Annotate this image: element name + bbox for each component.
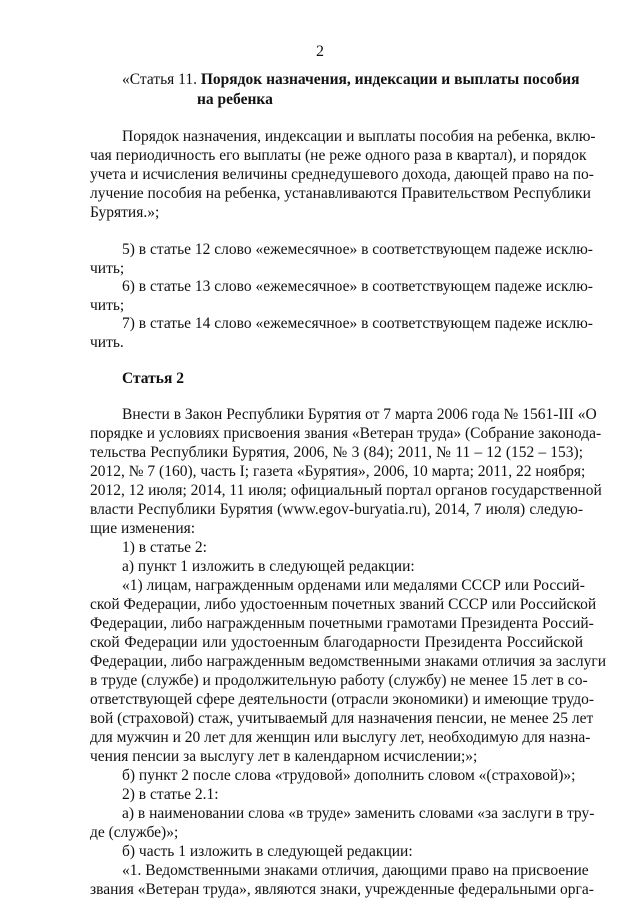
article2-line: а) пункт 1 изложить в следующей редакции:	[122, 558, 415, 575]
item-7-line1: 7) в статье 14 слово «ежемесячное» в соответствующем падеже исклю-	[122, 315, 593, 332]
article2-line: для мужчин и 20 лет для женщин или выслугу лет, необходимую для назна-	[90, 729, 591, 746]
article11-title-line2: на ребенка	[197, 91, 273, 108]
article2-line: ской Федерации, либо удостоенным почетных званий СССР или Российской	[90, 596, 597, 613]
article2-line: звания «Ветеран труда», являются знаки, учрежденные федеральными орга-	[90, 881, 594, 898]
article2-line: Федерации, либо награжденным почетными грамотами Президента Россий-	[90, 615, 594, 632]
article2-line: 2012, № 7 (160), часть I; газета «Бурятия», 2006, 10 марта; 2011, 22 ноября;	[90, 463, 586, 480]
article2-line: б) пункт 2 после слова «трудовой» дополнить словом «(страховой)»;	[122, 767, 576, 784]
article11-title-prefix: «Статья 11.	[122, 71, 201, 88]
article11-body-line: чая периодичность его выплаты (не реже одного раза в квартал), и порядок	[90, 147, 587, 164]
item-5-line1: 5) в статье 12 слово «ежемесячное» в соответствующем падеже исклю-	[122, 241, 593, 258]
item-6-line1: 6) в статье 13 слово «ежемесячное» в соответствующем падеже исклю-	[122, 278, 593, 295]
article11-body-line: лучение пособия на ребенка, устанавливаются Правительством Республики	[90, 185, 591, 202]
article2-line: «1) лицам, награжденным орденами или медалями СССР или Россий-	[122, 577, 585, 594]
article2-line: ответствующей сфере деятельности (отрасли экономики) и имеющие трудо-	[90, 691, 594, 708]
article2-line: Внести в Закон Республики Бурятия от 7 марта 2006 года № 1561-III «О	[122, 406, 597, 423]
item-5-line2: чить;	[90, 260, 125, 277]
article2-line: а) в наименовании слова «в труде» заменить словами «за заслуги в тру-	[122, 805, 595, 822]
article2-line: 2) в статье 2.1:	[122, 786, 219, 803]
article2-line: тельства Республики Бурятия, 2006, № 3 (84); 2011, № 11 – 12 (152 – 153);	[90, 444, 583, 461]
article2-line: ской Федерации или удостоенным благодарности Президента Российской	[90, 634, 583, 651]
page-number: 2	[316, 43, 324, 60]
article2-heading: Статья 2	[122, 370, 184, 387]
article2-line: 1) в статье 2:	[122, 539, 207, 556]
article2-line: порядке и условиях присвоения звания «Ветеран труда» (Собрание законода-	[90, 425, 602, 442]
article2-line: власти Республики Бурятия (www.egov-buryatia.ru), 2014, 7 июля) следую-	[90, 501, 583, 518]
article2-line: «1. Ведомственными знаками отличия, дающими право на присвоение	[122, 862, 589, 879]
item-7-line2: чить.	[90, 334, 124, 351]
article11-title: Порядок назначения, индексации и выплаты пособия	[200, 71, 580, 88]
article2-line: в труде (службе) и продолжительную работу (службу) не менее 15 лет в со-	[90, 672, 588, 689]
article11-body-line: Порядок назначения, индексации и выплаты пособия на ребенка, вклю-	[122, 128, 596, 145]
article11-body-line: Бурятия.»;	[90, 204, 160, 221]
article2-line: б) часть 1 изложить в следующей редакции:	[122, 843, 413, 860]
article11-body-line: учета и исчисления величины среднедушевого дохода, дающей право на по-	[90, 166, 594, 183]
item-6-line2: чить;	[90, 297, 125, 314]
article2-line: 2012, 12 июля; 2014, 11 июля; официальный портал органов государственной	[90, 482, 602, 499]
article11-title-line1	[122, 70, 580, 90]
article2-line: Федерации, либо награжденным ведомственными знаками отличия за заслуги	[90, 653, 607, 670]
article2-line: де (службе)»;	[90, 824, 179, 841]
article2-line: чения пенсии за выслугу лет в календарном исчислении;»;	[90, 748, 478, 765]
article2-line: щие изменения:	[90, 520, 196, 537]
article2-line: вой (страховой) стаж, учитываемый для назначения пенсии, не менее 25 лет	[90, 710, 594, 727]
